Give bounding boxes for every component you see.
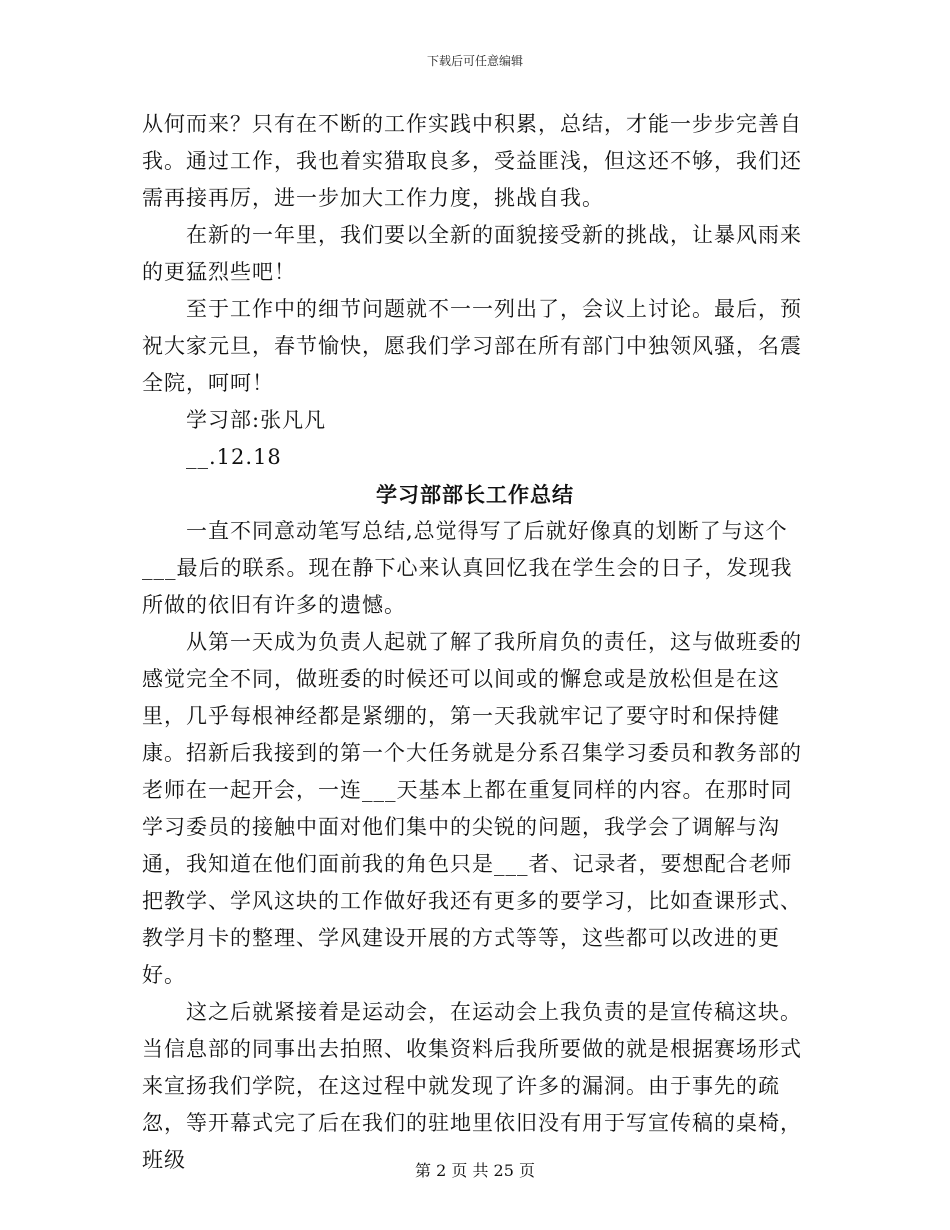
- paragraph-responsibility: 从第一天成为负责人起就了解了我所肩负的责任，这与做班委的感觉完全不同，做班委的时候还可以间或的懈怠或是放松但是在这里，几乎每根神经都是紧绷的，第一天我就牢记了要守时和保持健康。招新后我接到的第一个大任务就是分系召集学习委员和教务部的老师在一起开会，一连___天基本上都在重复同样的内容。在那时同学习委员的接触中面对他们集中的尖锐的问题，我学会了调解与沟通，我知道在他们面前我的角色只是___者、记录者，要想配合老师把教学、学风这块的工作做好我还有更多的要学习，比如查课形式、教学月卡的整理、学风建设开展的方式等等，这些都可以改进的更好。: [142, 630, 802, 987]
- date-line: __.12.18: [186, 445, 282, 469]
- section-title: 学习部部长工作总结: [376, 482, 574, 507]
- signature-line: 学习部:张凡凡: [186, 408, 327, 432]
- paragraph-intro: 一直不同意动笔写总结,总觉得写了后就好像真的划断了与这个___最后的联系。现在静下心来认真回忆我在学生会的日子，发现我所做的依旧有许多的遗憾。: [142, 519, 793, 617]
- paragraph-closing-wishes: 至于工作中的细节问题就不一一列出了，会议上讨论。最后，预祝大家元旦，春节愉快，愿我们学习部在所有部门中独领风骚，名震全院，呵呵！: [142, 297, 802, 395]
- paragraph-new-year: 在新的一年里，我们要以全新的面貌接受新的挑战，让暴风雨来的更猛烈些吧！: [142, 223, 802, 284]
- page-footer: 第 2 页 共 25 页: [415, 1161, 535, 1180]
- page-header: 下载后可任意编辑: [426, 54, 523, 68]
- paragraph-continued: 从何而来？只有在不断的工作实践中积累，总结，才能一步步完善自我。通过工作，我也着实猎取良多，受益匪浅，但这还不够，我们还需再接再厉，进一步加大工作力度，挑战自我。: [142, 112, 802, 210]
- document-body: [142, 106, 808, 1179]
- paragraph-sports-meet: 这之后就紧接着是运动会，在运动会上我负责的是宣传稿这块。当信息部的同事出去拍照、收集资料后我所要做的就是根据赛场形式来宣扬我们学院，在这过程中就发现了许多的漏洞。由于事先的疏忽，等开幕式完了后在我们的驻地里依旧没有用于写宣传稿的桌椅，班级: [142, 1000, 802, 1172]
